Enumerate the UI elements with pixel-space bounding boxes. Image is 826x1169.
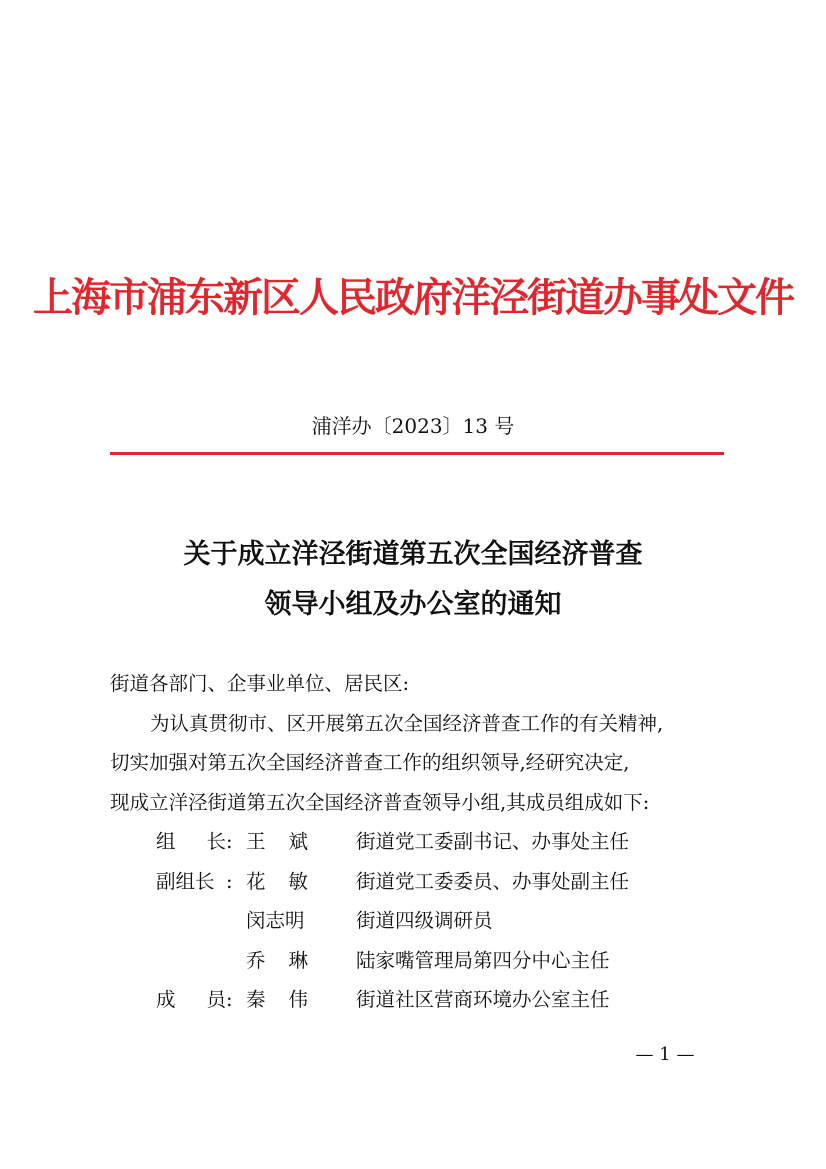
notice-title-line-1: 关于成立洋泾街道第五次全国经济普查	[183, 539, 643, 570]
document-number: 浦洋办〔2023〕13 号	[311, 414, 515, 438]
member-name: 花 敏	[246, 869, 308, 893]
member-title: 街道党工委副书记、办事处主任	[356, 830, 630, 853]
notice-body	[110, 664, 735, 1020]
member-row-deputy-3	[110, 941, 735, 981]
member-colon: :	[226, 988, 233, 1011]
paragraph-line-1: 为认真贯彻市、区开展第五次全国经济普查工作的有关精神,	[150, 711, 664, 735]
member-colon: :	[226, 869, 233, 893]
notice-title-line-2: 领导小组及办公室的通知	[264, 589, 562, 620]
member-role: 副组长	[156, 869, 215, 893]
member-name: 闵志明	[246, 909, 305, 932]
member-row-leader	[110, 822, 735, 862]
paragraph-line-3: 现成立洋泾街道第五次全国经济普查领导小组,其成员组成如下:	[110, 790, 650, 814]
member-name: 秦 伟	[246, 988, 308, 1011]
member-row-member-1	[110, 980, 735, 1020]
page-number: — 1 —	[635, 1044, 695, 1065]
member-role: 组 长	[156, 830, 226, 853]
paragraph-line-2: 切实加强对第五次全国经济普查工作的组织领导,经研究决定,	[110, 751, 630, 774]
addressee: 街道各部门、企事业单位、居民区:	[110, 672, 410, 695]
member-role: 成 员	[156, 988, 226, 1011]
member-name: 乔 琳	[246, 948, 308, 972]
member-title: 街道社区营商环境办公室主任	[356, 988, 610, 1011]
issuer-header-title: 上海市浦东新区人民政府洋泾街道办事处文件	[33, 274, 793, 321]
member-colon: :	[226, 830, 233, 853]
notice-title	[0, 530, 826, 630]
member-title: 陆家嘴管理局第四分中心主任	[356, 948, 610, 972]
member-row-deputy-2	[110, 901, 735, 941]
member-name: 王 斌	[246, 830, 308, 853]
member-row-deputy-1	[110, 862, 735, 902]
member-title: 街道四级调研员	[356, 909, 493, 932]
member-title: 街道党工委委员、办事处副主任	[356, 869, 630, 893]
red-divider-line	[110, 452, 724, 455]
